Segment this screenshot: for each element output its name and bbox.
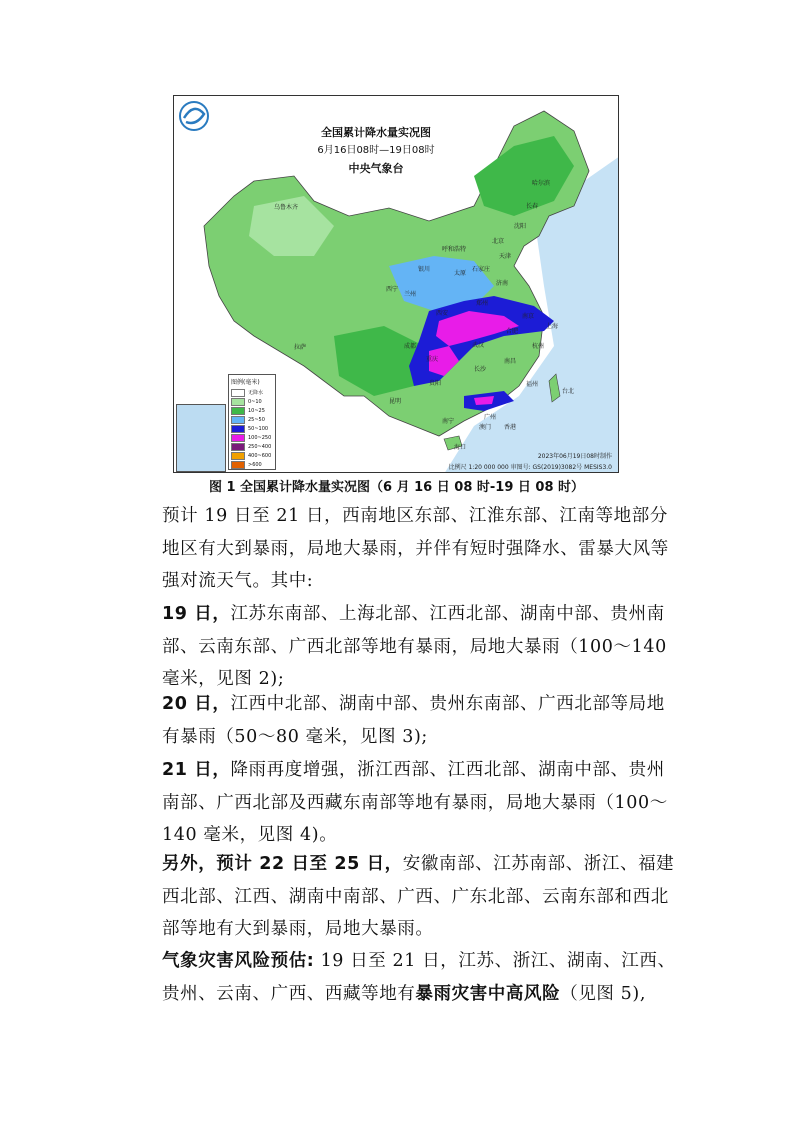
legend-row: 10~25 (231, 406, 273, 415)
city-label: 台北 (562, 388, 575, 395)
legend-row: 0~10 (231, 397, 273, 406)
city-label: 武汉 (472, 342, 485, 349)
map-agency: 中央气象台 (348, 162, 404, 175)
paragraph-6: 气象灾害风险预估: 19 日至 21 日，江苏、浙江、湖南、江西、贵州、云南、广西、西藏等地有暴雨灾害中高风险（见图 5), (162, 951, 676, 1004)
legend-row: >600 (231, 460, 273, 469)
legend-swatch (231, 461, 245, 469)
map-title: 全国累计降水量实况图 (321, 126, 431, 139)
legend-swatch (231, 398, 245, 406)
city-label: 南京 (522, 313, 535, 320)
legend-row: 250~400 (231, 442, 273, 451)
city-label: 合肥 (506, 328, 519, 335)
city-label: 福州 (526, 381, 539, 388)
city-label: 北京 (492, 238, 505, 245)
city-label: 哈尔滨 (532, 180, 551, 187)
map-scale-note: 比例尺 1:20 000 000 审图号: GS(2019)3082号 MESIS3.0 (448, 464, 612, 471)
city-label: 杭州 (532, 343, 545, 350)
city-label: 成都 (404, 343, 417, 350)
city-label: 南昌 (504, 358, 517, 365)
legend-row: 25~50 (231, 415, 273, 424)
city-label: 银川 (418, 266, 431, 273)
paragraph-4: 21 日，降雨再度增强，浙江西部、江西北部、湖南中部、贵州南部、广西北部及西藏东南部等地有暴雨，局地大暴雨（100～140 毫米，见图 4)。 (162, 760, 668, 845)
legend-swatch (231, 416, 245, 424)
city-label: 南宁 (442, 418, 455, 425)
city-label: 太原 (454, 270, 467, 277)
city-label: 上海 (546, 323, 559, 330)
paragraph-1: 预计 19 日至 21 日，西南地区东部、江淮东部、江南等地部分地区有大到暴雨，局地大暴雨，并伴有短时强降水、雷暴大风等强对流天气。其中: (162, 506, 669, 591)
city-label: 海口 (454, 444, 467, 451)
legend-row: 400~600 (231, 451, 273, 460)
city-label: 郑州 (476, 300, 489, 307)
city-label: 昆明 (389, 398, 402, 405)
city-label: 乌鲁木齐 (274, 204, 299, 211)
city-label: 广州 (484, 414, 497, 421)
city-label: 长春 (526, 203, 539, 210)
map-subtitle: 6月16日08时—19日08时 (317, 145, 435, 156)
paragraph-5: 另外，预计 22 日至 25 日，安徽南部、江苏南部、浙江、福建西北部、江西、湖南中南部、广西、广东北部、云南东部和西北部等地有大到暴雨，局地大暴雨。 (162, 854, 675, 939)
legend-swatch (231, 425, 245, 433)
city-label: 呼和浩特 (442, 246, 467, 253)
city-label: 沈阳 (514, 223, 527, 230)
city-label: 澳门 (479, 424, 492, 431)
map-legend (228, 374, 276, 470)
city-label: 西宁 (386, 286, 399, 293)
city-label: 济南 (496, 280, 509, 287)
legend-swatch (231, 389, 245, 397)
city-label: 拉萨 (294, 344, 307, 351)
city-label: 兰州 (404, 291, 417, 298)
paragraph-2: 19 日，江苏东南部、上海北部、江西北部、湖南中部、贵州南部、云南东部、广西北部等地有暴雨，局地大暴雨（100～140 毫米，见图 2); (162, 604, 667, 689)
precipitation-map (173, 95, 619, 473)
figure-caption: 图 1 全国累计降水量实况图（6 月 16 日 08 时-19 日 08 时） (208, 480, 585, 495)
legend-title: 图例(毫米) (231, 379, 260, 386)
city-label: 西安 (436, 310, 449, 317)
legend-swatch (231, 452, 245, 460)
city-label: 贵阳 (429, 380, 442, 387)
map-date-note: 2023年06月19日08时制作 (537, 453, 612, 460)
legend-swatch (231, 434, 245, 442)
legend-row: 无降水 (231, 388, 273, 397)
city-label: 长沙 (474, 366, 487, 373)
city-label: 天津 (499, 253, 512, 260)
south-china-sea-inset (176, 404, 226, 472)
city-label: 石家庄 (472, 266, 491, 273)
legend-row: 100~250 (231, 433, 273, 442)
paragraph-3: 20 日，江西中北部、湖南中部、贵州东南部、广西北部等局地有暴雨（50～80 毫米，见图 3); (162, 694, 665, 747)
legend-row: 50~100 (231, 424, 273, 433)
legend-swatch (231, 443, 245, 451)
city-label: 重庆 (426, 356, 439, 363)
city-label: 香港 (504, 424, 517, 431)
legend-swatch (231, 407, 245, 415)
